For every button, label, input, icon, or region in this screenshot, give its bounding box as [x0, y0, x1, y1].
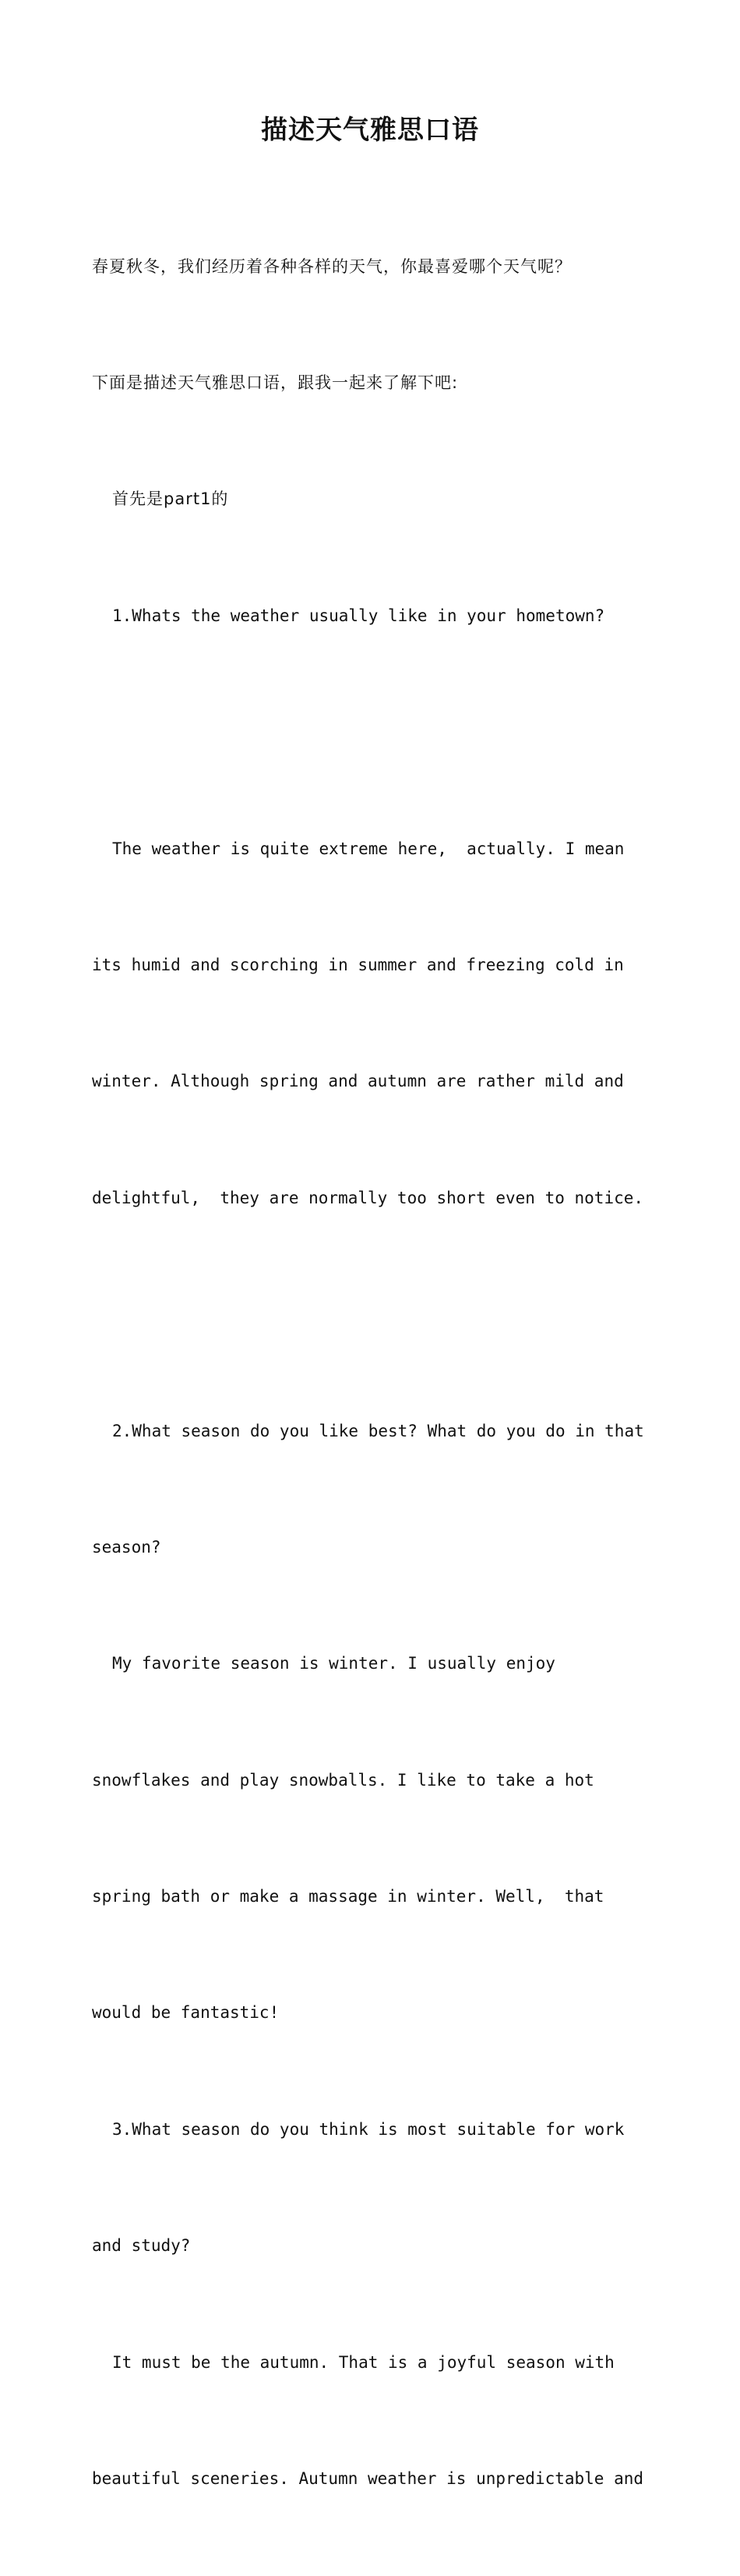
answer-line: beautiful sceneries. Autumn weather is unpredictable and: [92, 2469, 644, 2489]
question-line: and study?: [92, 2236, 191, 2256]
question-line: season?: [92, 1537, 161, 1557]
answer-line: would be fantastic!: [92, 2003, 280, 2023]
paragraph-line: 首先是part1的: [112, 489, 229, 509]
page-title: 描述天气雅思口语: [261, 115, 479, 146]
answer-line: It must be the autumn. That is a joyful season with: [112, 2352, 615, 2372]
paragraph-line: 下面是描述天气雅思口语，跟我一起来了解下吧:: [92, 373, 459, 392]
question-line: 2.What season do you like best? What do you do in that: [112, 1421, 644, 1440]
answer-line: snowflakes and play snowballs. I like to take a hot: [92, 1770, 594, 1790]
answer-line: spring bath or make a massage in winter. Well, that: [92, 1887, 604, 1906]
question-line: 3.What season do you think is most suitable for work: [112, 2119, 625, 2139]
answer-line: delightful, they are normally too short even to notice.: [92, 1188, 644, 1207]
blank-line: [92, 713, 653, 752]
answer-line: winter. Although spring and autumn are rather mild and: [92, 1072, 624, 1091]
question-line: 1.Whats the weather usually like in your hometown?: [112, 606, 605, 625]
body-text: [92, 170, 653, 2576]
paragraph-line: 春夏秋冬，我们经历着各种各样的天气，你最喜爱哪个天气呢？: [92, 256, 572, 276]
answer-line: The weather is quite extreme here, actually. I mean: [112, 839, 625, 858]
answer-line: My favorite season is winter. I usually enjoy: [112, 1654, 555, 1673]
blank-line: [92, 1295, 653, 1334]
answer-line: its humid and scorching in summer and freezing cold in: [92, 955, 624, 974]
